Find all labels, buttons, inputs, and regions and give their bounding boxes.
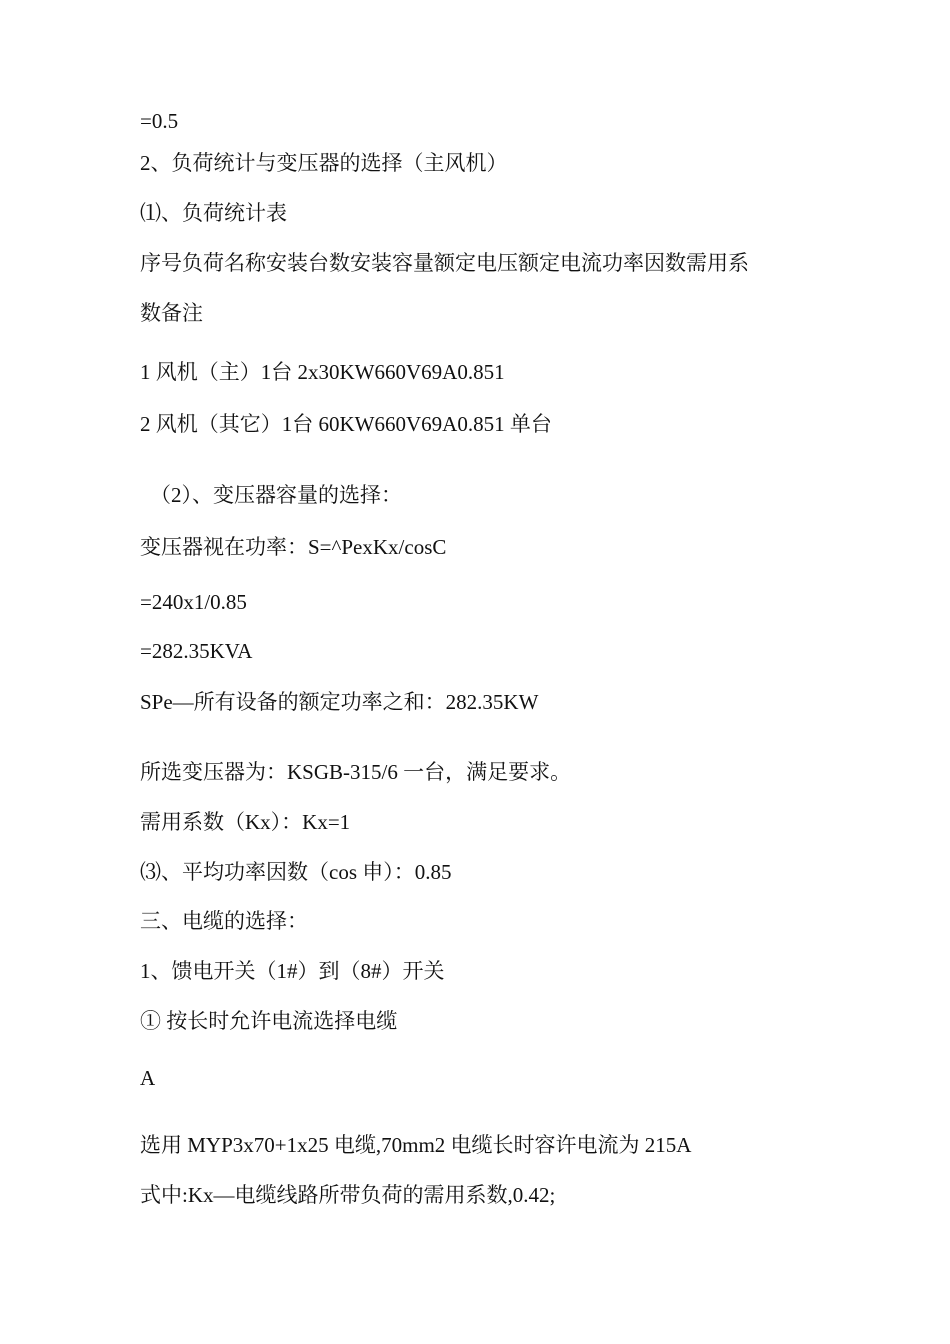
text-line: 需用系数（Kx）：Kx=1 xyxy=(140,810,351,834)
text-line: 所选变压器为：KSGB-315/6 一台，满足要求。 xyxy=(140,760,572,784)
section-heading: 三、电缆的选择： xyxy=(140,909,308,933)
text-line: 式中:Kx—电缆线路所带负荷的需用系数,0.42; xyxy=(140,1183,556,1207)
text-line: A xyxy=(140,1066,156,1090)
table-row: 2 风机（其它）1台 60KW660V69A0.851 单台 xyxy=(140,412,552,436)
section-heading: 2、负荷统计与变压器的选择（主风机） xyxy=(140,151,508,175)
subsection-heading: ⑴、负荷统计表 xyxy=(140,201,287,225)
text-line: 选用 MYP3x70+1x25 电缆,70mm2 电缆长时容许电流为 215A xyxy=(140,1133,692,1157)
table-header-line: 数备注 xyxy=(140,301,203,325)
subsection-heading: 1、馈电开关（1#）到（8#）开关 xyxy=(140,959,445,983)
text-line: =0.5 xyxy=(140,109,179,133)
subsection-heading: （2）、变压器容量的选择： xyxy=(150,483,402,507)
table-header-line: 序号负荷名称安装台数安装容量额定电压额定电流功率因数需用系 xyxy=(140,251,749,275)
table-row: 1 风机（主）1台 2x30KW660V69A0.851 xyxy=(140,360,505,384)
text-line: ① 按长时允许电流选择电缆 xyxy=(140,1009,398,1033)
text-line: SPe—所有设备的额定功率之和：282.35KW xyxy=(140,690,539,714)
formula-line: 变压器视在功率：S=^PexKx/cosC xyxy=(140,535,447,559)
formula-line: =282.35KVA xyxy=(140,639,253,663)
subsection-heading: ⑶、平均功率因数（cos 申）：0.85 xyxy=(140,860,452,884)
formula-line: =240x1/0.85 xyxy=(140,590,247,614)
